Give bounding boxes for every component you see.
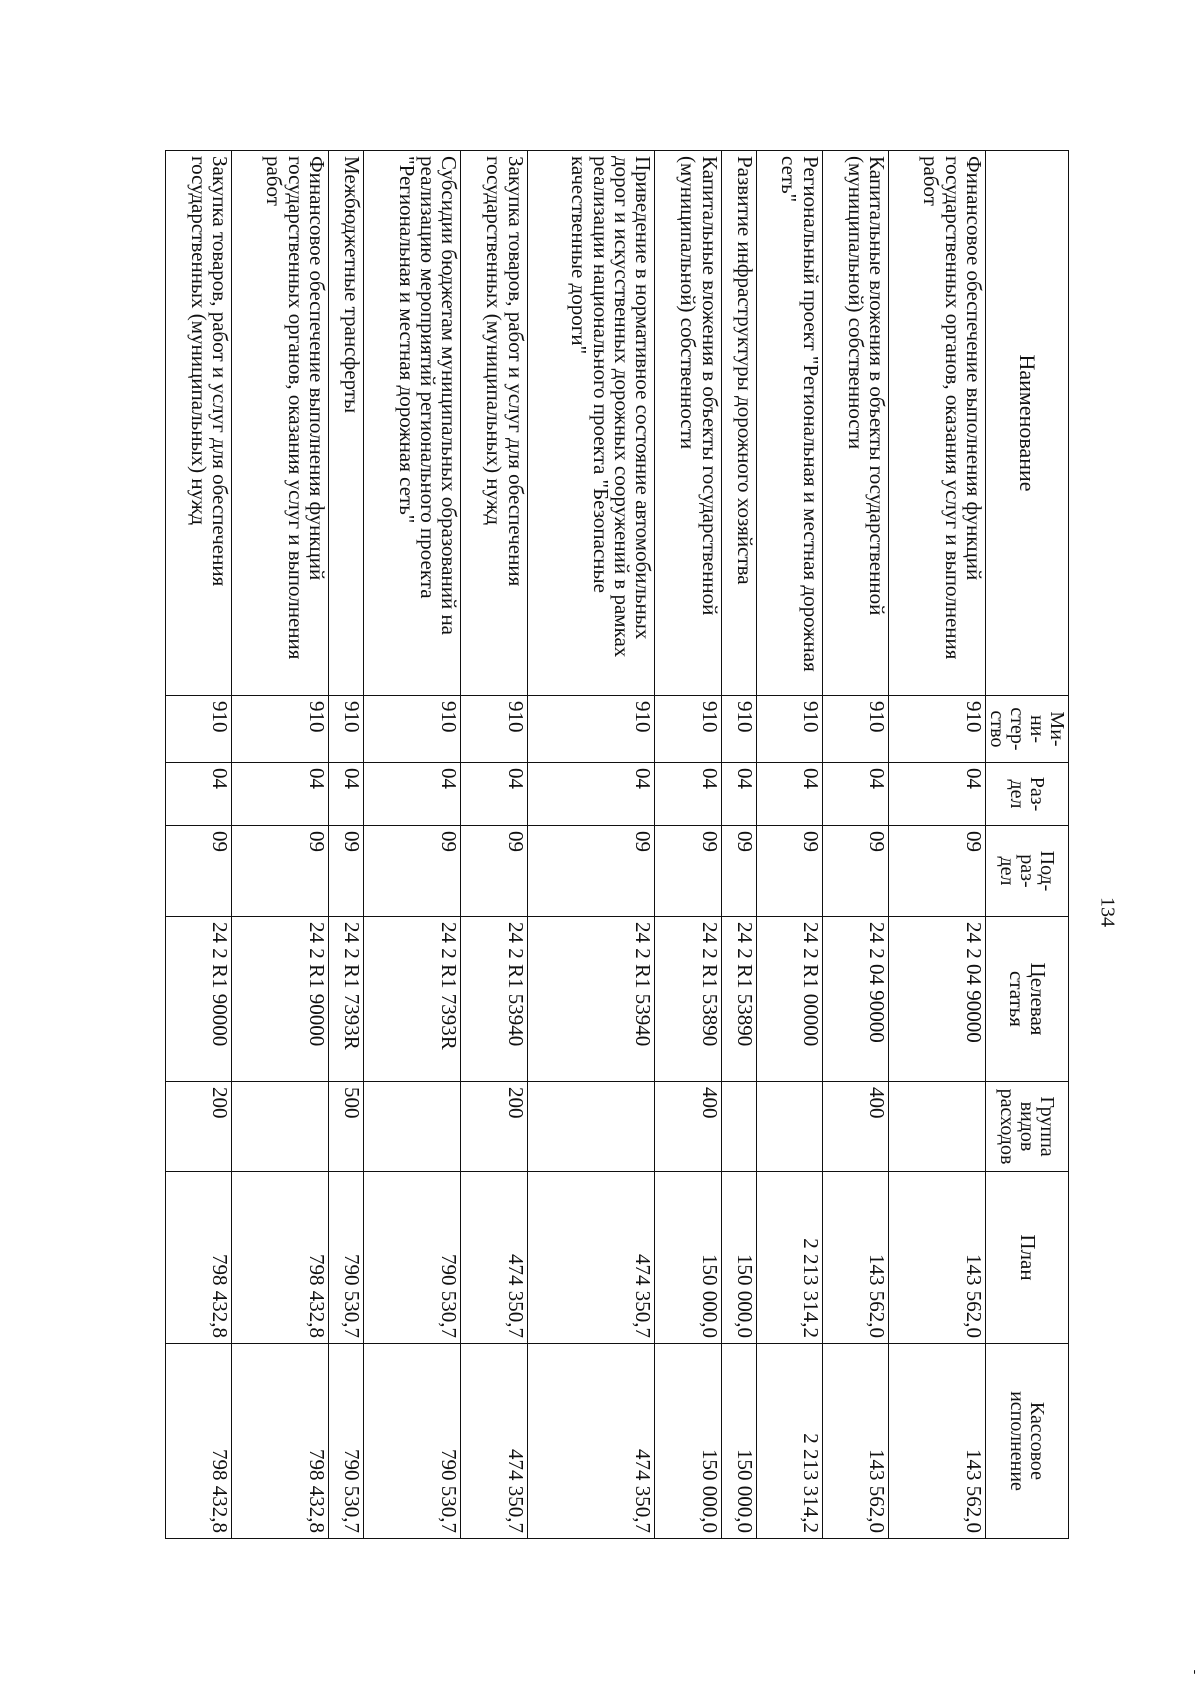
row-ministry: 910 xyxy=(721,696,756,763)
header-group-text: Группа видов расходов xyxy=(996,1088,1058,1165)
row-name: Закупка товаров, работ и услуг для обеспечения государственных (муниципальных) нужд xyxy=(166,151,232,696)
budget-table-container xyxy=(165,150,1069,1538)
row-cash: 143 562,0 xyxy=(822,1344,888,1539)
header-section-text: Раз- дел xyxy=(1006,776,1048,812)
table-row xyxy=(655,151,721,1539)
row-section: 04 xyxy=(527,763,655,826)
row-cash: 790 530,7 xyxy=(329,1344,364,1539)
row-name: Финансовое обеспечение выполнения функций государственных органов, оказания услуг и выполнения работ xyxy=(889,151,986,696)
row-ministry: 910 xyxy=(166,696,232,763)
table-row xyxy=(527,151,655,1539)
row-cash: 150 000,0 xyxy=(655,1344,721,1539)
row-name: Капитальные вложения в объекты государственной (муниципальной) собственности xyxy=(822,151,888,696)
header-subsection xyxy=(986,826,1069,917)
row-subsection: 09 xyxy=(461,826,527,917)
row-section: 04 xyxy=(461,763,527,826)
row-target: 24 2 R1 90000 xyxy=(166,917,232,1082)
row-name: Капитальные вложения в объекты государственной (муниципальной) собственности xyxy=(655,151,721,696)
row-ministry: 910 xyxy=(655,696,721,763)
header-row xyxy=(986,151,1069,1539)
row-subsection: 09 xyxy=(889,826,986,917)
row-group: 400 xyxy=(655,1082,721,1172)
row-group: 400 xyxy=(822,1082,888,1172)
row-plan: 150 000,0 xyxy=(721,1172,756,1344)
page-number: 134 xyxy=(1096,897,1119,927)
row-target: 24 2 R1 53890 xyxy=(721,917,756,1082)
table-row xyxy=(166,151,232,1539)
header-name: Наименование xyxy=(986,151,1069,696)
header-ministry-text: Ми- ни- стер- ство xyxy=(986,707,1068,751)
row-subsection: 09 xyxy=(364,826,461,917)
budget-table xyxy=(165,150,1069,1539)
row-plan: 798 432,8 xyxy=(232,1172,329,1344)
row-name: Развитие инфраструктуры дорожного хозяйства xyxy=(721,151,756,696)
row-plan: 474 350,7 xyxy=(527,1172,655,1344)
row-plan: 143 562,0 xyxy=(822,1172,888,1344)
row-cash: 798 432,8 xyxy=(166,1344,232,1539)
row-subsection: 09 xyxy=(822,826,888,917)
row-ministry: 910 xyxy=(889,696,986,763)
row-section: 04 xyxy=(655,763,721,826)
header-ministry xyxy=(986,696,1069,763)
row-name: Финансовое обеспечение выполнения функций государственных органов, оказания услуг и выполнения работ xyxy=(232,151,329,696)
row-target: 24 2 R1 7393R xyxy=(329,917,364,1082)
row-section: 04 xyxy=(364,763,461,826)
row-section: 04 xyxy=(822,763,888,826)
row-cash: 474 350,7 xyxy=(461,1344,527,1539)
row-subsection: 09 xyxy=(756,826,822,917)
row-name: Субсидии бюджетам муниципальных образований на реализацию мероприятий регионального проекта "Региональная и местная дорожная сеть" xyxy=(364,151,461,696)
row-group xyxy=(232,1082,329,1172)
row-group xyxy=(527,1082,655,1172)
row-section: 04 xyxy=(329,763,364,826)
row-name: Межбюджетные трансферты xyxy=(329,151,364,696)
row-ministry: 910 xyxy=(822,696,888,763)
row-group xyxy=(889,1082,986,1172)
row-subsection: 09 xyxy=(721,826,756,917)
row-plan: 798 432,8 xyxy=(166,1172,232,1344)
table-row xyxy=(329,151,364,1539)
row-subsection: 09 xyxy=(655,826,721,917)
row-ministry: 910 xyxy=(329,696,364,763)
row-plan: 790 530,7 xyxy=(329,1172,364,1344)
header-cash xyxy=(986,1344,1069,1539)
table-row xyxy=(756,151,822,1539)
table-row xyxy=(364,151,461,1539)
table-row xyxy=(822,151,888,1539)
row-subsection: 09 xyxy=(232,826,329,917)
row-plan: 150 000,0 xyxy=(655,1172,721,1344)
header-target xyxy=(986,917,1069,1082)
row-cash: 2 213 314,2 xyxy=(756,1344,822,1539)
row-group xyxy=(364,1082,461,1172)
row-subsection: 09 xyxy=(166,826,232,917)
header-subsection-text: Под- раз- дел xyxy=(996,850,1058,892)
table-row xyxy=(232,151,329,1539)
table-row xyxy=(461,151,527,1539)
row-cash: 143 562,0 xyxy=(889,1344,986,1539)
header-cash-text: Кассовое исполнение xyxy=(1006,1391,1048,1491)
scan-edge-mark: - xyxy=(1187,1669,1202,1675)
row-plan: 474 350,7 xyxy=(461,1172,527,1344)
row-section: 04 xyxy=(166,763,232,826)
row-group xyxy=(721,1082,756,1172)
row-group: 200 xyxy=(166,1082,232,1172)
row-name: Закупка товаров, работ и услуг для обеспечения государственных (муниципальных) нужд xyxy=(461,151,527,696)
row-section: 04 xyxy=(232,763,329,826)
row-target: 24 2 R1 53890 xyxy=(655,917,721,1082)
header-section xyxy=(986,763,1069,826)
header-target-text: Целевая статья xyxy=(1005,962,1051,1036)
row-plan: 790 530,7 xyxy=(364,1172,461,1344)
row-group xyxy=(756,1082,822,1172)
row-cash: 790 530,7 xyxy=(364,1344,461,1539)
row-subsection: 09 xyxy=(527,826,655,917)
row-ministry: 910 xyxy=(364,696,461,763)
row-target: 24 2 R1 53940 xyxy=(527,917,655,1082)
table-row xyxy=(721,151,756,1539)
row-group: 200 xyxy=(461,1082,527,1172)
row-cash: 150 000,0 xyxy=(721,1344,756,1539)
row-cash: 474 350,7 xyxy=(527,1344,655,1539)
row-subsection: 09 xyxy=(329,826,364,917)
row-name: Приведение в нормативное состояние автомобильных дорог и искусственных дорожных сооружений в рамках реализации национального проекта "Безопасные качественные дороги" xyxy=(527,151,655,696)
row-ministry: 910 xyxy=(461,696,527,763)
row-section: 04 xyxy=(756,763,822,826)
row-target: 24 2 04 90000 xyxy=(822,917,888,1082)
row-plan: 143 562,0 xyxy=(889,1172,986,1344)
row-target: 24 2 R1 00000 xyxy=(756,917,822,1082)
row-ministry: 910 xyxy=(527,696,655,763)
row-target: 24 2 R1 53940 xyxy=(461,917,527,1082)
header-group xyxy=(986,1082,1069,1172)
row-name: Региональный проект "Региональная и местная дорожная сеть" xyxy=(756,151,822,696)
row-target: 24 2 04 90000 xyxy=(889,917,986,1082)
row-section: 04 xyxy=(721,763,756,826)
row-target: 24 2 R1 90000 xyxy=(232,917,329,1082)
row-target: 24 2 R1 7393R xyxy=(364,917,461,1082)
table-row xyxy=(889,151,986,1539)
header-plan: План xyxy=(986,1172,1069,1344)
row-ministry: 910 xyxy=(232,696,329,763)
row-ministry: 910 xyxy=(756,696,822,763)
row-section: 04 xyxy=(889,763,986,826)
row-plan: 2 213 314,2 xyxy=(756,1172,822,1344)
row-cash: 798 432,8 xyxy=(232,1344,329,1539)
row-group: 500 xyxy=(329,1082,364,1172)
